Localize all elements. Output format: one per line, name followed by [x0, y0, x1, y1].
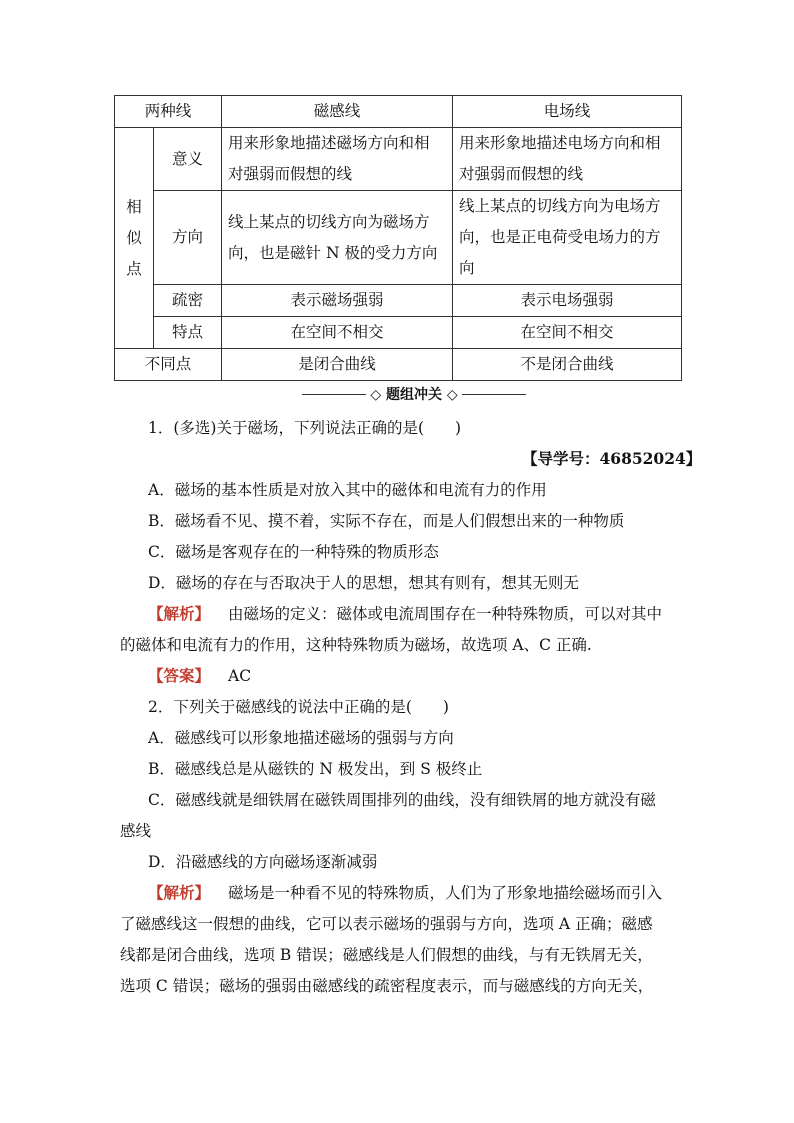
table-row — [115, 191, 682, 285]
group-label-char: 似 — [126, 228, 142, 247]
section-title: ◇ 题组冲关 ◇ — [370, 387, 458, 403]
comparison-table — [114, 95, 682, 381]
analysis-text: 了磁感线这一假想的曲线，它可以表示磁场的强弱与方向，选项 A 正确；磁感 — [120, 915, 653, 933]
similarity-group-label — [115, 128, 154, 349]
analysis-tag: 【解析】 — [148, 883, 211, 902]
row-label: 疏密 — [154, 285, 222, 317]
cell-line: 用来形象地描述电场方向和相 — [459, 134, 661, 152]
table-row — [115, 128, 682, 191]
q2-option-a: A．磁感线可以形象地描述磁场的强弱与方向 — [148, 729, 454, 747]
group-label-char: 点 — [126, 259, 142, 278]
cell-line: 线上某点的切线方向为磁场方 — [228, 212, 430, 231]
q1-option-b: B．磁场看不见、摸不着，实际不存在，而是人们假想出来的一种物质 — [148, 512, 625, 530]
table-cell: 在空间不相交 — [222, 317, 453, 349]
table-row — [115, 317, 682, 349]
q2-option-c-cont: 感线 — [120, 822, 152, 840]
analysis-text: 选项 C 错误；磁场的强弱由磁感线的疏密程度表示，而与磁感线的方向无关， — [120, 977, 654, 995]
q1-option-a: A．磁场的基本性质是对放入其中的磁体和电流有力的作用 — [148, 481, 547, 499]
header-cell: 磁感线 — [222, 96, 453, 128]
table-cell: 在空间不相交 — [453, 317, 682, 349]
q1-answer — [148, 665, 251, 687]
cell-line: 对强弱而假想的线 — [459, 165, 584, 183]
cell-line: 向，也是磁针 N 极的受力方向 — [228, 243, 438, 262]
q2-option-d: D．沿磁感线的方向磁场逐渐减弱 — [148, 853, 378, 871]
table-cell: 是闭合曲线 — [222, 349, 453, 381]
row-label: 不同点 — [115, 349, 222, 381]
cell-line: 用来形象地描述磁场方向和相 — [228, 134, 430, 152]
table-cell — [453, 191, 682, 285]
cell-line: 向，也是正电荷受电场力的方 — [459, 228, 661, 246]
row-label: 方向 — [154, 191, 222, 285]
analysis-tag: 【解析】 — [148, 604, 211, 623]
table-row — [115, 349, 682, 381]
q1-option-d: D．磁场的存在与否取决于人的思想，想其有则有，想其无则无 — [148, 574, 579, 592]
q2-option-b: B．磁感线总是从磁铁的 N 极发出，到 S 极终止 — [148, 760, 483, 778]
question-2-stem: 2．下列关于磁感线的说法中正确的是( ) — [148, 698, 449, 716]
group-label-char: 相 — [126, 197, 142, 216]
row-label: 特点 — [154, 317, 222, 349]
q1-analysis — [148, 603, 662, 625]
divider-rule — [462, 394, 526, 395]
question-1-stem: 1．(多选)关于磁场，下列说法正确的是( ) — [148, 419, 462, 437]
reference-number: 【导学号：46852024】 — [522, 449, 702, 468]
table-header-row — [115, 96, 682, 128]
header-cell: 两种线 — [115, 96, 222, 128]
analysis-text: 线都是闭合曲线，选项 B 错误；磁感线是人们假想的曲线，与有无铁屑无关， — [120, 946, 653, 964]
q2-analysis — [148, 882, 662, 904]
divider-rule — [302, 394, 366, 395]
analysis-text: 磁场是一种看不见的特殊物质，人们为了形象地描绘磁场而引入 — [228, 884, 663, 902]
q2-option-c: C．磁感线就是细铁屑在磁铁周围排列的曲线，没有细铁屑的地方就没有磁 — [148, 791, 656, 809]
q1-option-c: C．磁场是客观存在的一种特殊的物质形态 — [148, 543, 439, 561]
table-cell: 表示磁场强弱 — [222, 285, 453, 317]
table-cell: 表示电场强弱 — [453, 285, 682, 317]
table-cell — [453, 128, 682, 191]
section-divider — [302, 385, 526, 403]
cell-line: 线上某点的切线方向为电场方 — [459, 197, 661, 215]
table-row — [115, 285, 682, 317]
table-cell — [222, 128, 453, 191]
header-cell: 电场线 — [453, 96, 682, 128]
answer-value: AC — [228, 667, 252, 685]
answer-tag: 【答案】 — [148, 666, 211, 685]
row-label: 意义 — [154, 128, 222, 191]
analysis-text: 的磁体和电流有力的作用，这种特殊物质为磁场，故选项 A、C 正确. — [120, 636, 592, 654]
cell-line: 向 — [459, 259, 475, 277]
cell-line: 对强弱而假想的线 — [228, 165, 353, 183]
analysis-text: 由磁场的定义：磁体或电流周围存在一种特殊物质，可以对其中 — [228, 605, 663, 623]
table-cell — [222, 191, 453, 285]
table-cell: 不是闭合曲线 — [453, 349, 682, 381]
